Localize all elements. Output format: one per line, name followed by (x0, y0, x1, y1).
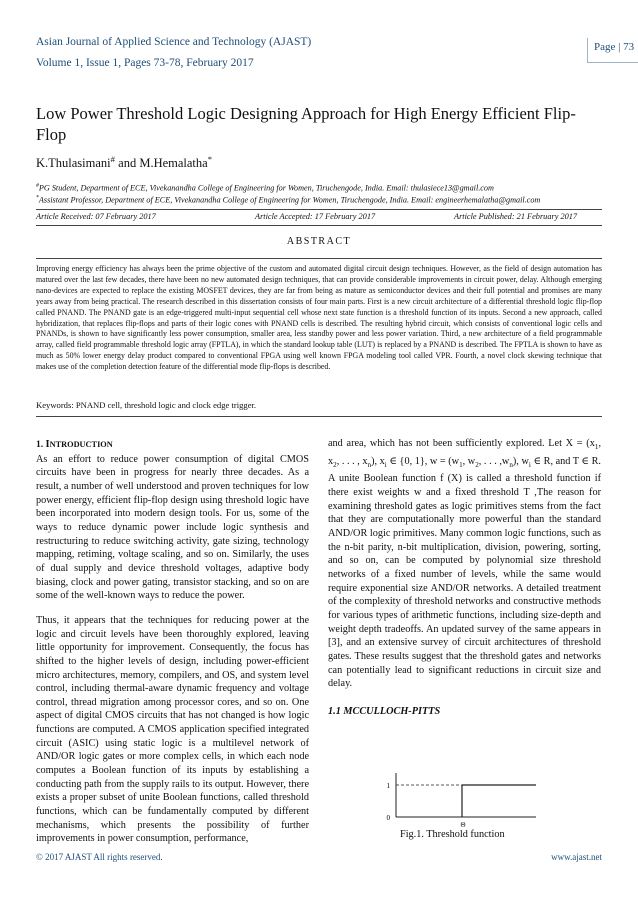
dates-top-rule (36, 209, 602, 210)
affiliation-2-mark: * (36, 195, 39, 201)
journal-name: Asian Journal of Applied Science and Technology (AJAST) (36, 36, 312, 48)
affiliation-1-mark: # (36, 183, 39, 189)
abstract-heading: ABSTRACT (286, 236, 352, 247)
author-2: M.Hemalatha (139, 156, 208, 171)
paragraph-3: and area, which has not been sufficiently explored. Let $X = (x_1$, $x_2$, . . . , $x_n$), $x_i$ ∈ {0, 1}, $w = (w_1$, $w_2$, . . . $,w_n$), $w_i$ ∈ R, and T ∈ R. A unite Boolean function f (X) is called a threshold function if there exist weights w and a fixed threshold T ,The reason for examining threshold gates as logic primitives stems from the fact that they are computationally more powerful than the standard AND/OR logic primitives. Many common logic functions, such as the n-bit parity, n-bit multiplication, division, powering, sorting, and so on, can be computed by polynomial size threshold networks of a fixed number of levels, while the same would require exponential size AND/OR networks. A detailed treatment of the complexity of threshold networks and constructive methods for various types of arithmetic functions, including size-depth and weight depth tradeoffs. An updated survey of the same appears in [3], and an extensive survey of circuit architectures of threshold gates. These results suggest that the threshold gates and networks can potentially lead to significant reductions in circuit size and delay. (328, 438, 601, 690)
author-1: K.Thulasimani (36, 156, 111, 171)
paragraph-1: As an effort to reduce power consumption of digital CMOS circuits have been in progress for nearly three decades. As a result, a number of well understood and proven techniques for low power energy, efficient flip-flop design using threshold logic have been incorporated into modern design tools. For us, some of the ways to reduce dynamic power include logic synthesis and restructuring to reduce switching activity, gate sizing, technology mapping, retiming, voltage scaling, and so on. Similarly, the uses of dual supply and device threshold voltages, adaptive body biasing, clock and power gating, transistor stacking, and so on are some of the well-known ways to reduce the power. (36, 453, 309, 602)
dates-bottom-rule (36, 225, 602, 226)
p3-part-c: ∈ {0, 1}, w = (w (386, 455, 460, 467)
section-initial: I (45, 439, 50, 450)
affiliation-1-text: PG Student, Department of ECE, Vivekanandha College of Engineering for Women, Tiruchengode, India. Email: thulasiece13@gmail.com (38, 183, 494, 193)
page-number-box (587, 38, 638, 63)
figure-caption: Fig.1. Threshold function (400, 829, 505, 840)
abstract-top-rule (36, 258, 602, 259)
footer-copyright: © 2017 AJAST All rights reserved. (36, 852, 163, 862)
authors (36, 154, 212, 171)
p3-part-e: ∈ R, and T ∈ R. A unite Boolean function f (X) is called a threshold function if there exist weights w and a fixed threshold T ,The reason for examining threshold gates as logic primitives stems from the fact that they are computationally more powerful than the standard AND/OR logic primitives. Many common logic functions, such as the n-bit parity, n-bit multiplication, division, powering, sorting, and so on, can be computed by polynomial size threshold networks of a fixed number of levels, while the same would require exponential size AND/OR networks. A detailed treatment of the complexity of threshold networks and constructive methods for various types of arithmetic functions, including size-depth and weight depth tradeoffs. An updated survey of the same appears in [3], and an extensive survey of circuit architectures of threshold gates. These results suggest that the threshold gates and networks can potentially lead to significant reductions in circuit size and delay. (328, 455, 601, 690)
date-received: Article Received: 07 February 2017 (36, 212, 156, 221)
author-2-mark: * (207, 154, 213, 164)
authors-and: and (115, 156, 140, 171)
page-number: Page | 73 (594, 41, 635, 53)
threshold-function-figure (376, 765, 556, 831)
keywords: Keywords: PNAND cell, threshold logic and clock edge trigger. (36, 400, 257, 410)
label-theta: Θ (460, 821, 466, 829)
p3-part-b: ), x (371, 455, 385, 467)
section-heading-introduction (36, 438, 309, 453)
abstract-bottom-rule (36, 416, 602, 417)
paper-title: Low Power Threshold Logic Designing Approach for High Energy Efficient Flip-Flop (36, 104, 576, 144)
label-one: 1 (386, 782, 390, 790)
affiliation-1 (36, 183, 626, 193)
abstract-text: Improving energy efficiency has always been the prime objective of the custom and automated digital circuit design techniques. However, as the field of design automation has matured over the last few decades, there have been no new automated design techniques, that can provide considerable improvements in circuit power, delay. Although emerging nano-devices are expected to replace the existing MOSFET devices, they are far from being as mature as semiconductor devices and their full potential and promises are many years away from being practical. The research described in this dissertation consists of four main parts. First is a new circuit architecture of a differential threshold logic flip-flop called PNAND. The PNAND gate is an edge-triggered multi-input sequential cell whose next state function is a threshold function of its inputs. Second a new approach, called hybridization, that replaces flip-flops and parts of their logic cones with PNAND cells is described. The resulting hybrid circuit, which consists of conventional logic cells and PNANDs, is shown to have significantly less power consumption, smaller area, less standby power and less power variation. Third, a new architecture of a field programmable array, called field programmable threshold logic array (FPTLA), in which the standard lookup table (LUT) is replaced by a PNAND is described. The FPTLA is shown to have as much as 50% lower energy delay product compared to conventional FPGA using well known FPGA modeling tool called VPR. Fourth, a novel clock skewing technique that makes use of the completion detection feature of the differential mode flip-flops is described. (36, 264, 602, 372)
affiliation-2 (36, 195, 626, 205)
author-1-mark: # (110, 154, 116, 164)
journal-volume: Volume 1, Issue 1, Pages 73-78, February 2017 (36, 57, 254, 69)
date-published: Article Published: 21 February 2017 (454, 212, 578, 221)
subsection-heading: 1.1 MCCULLOCH-PITTS (328, 705, 441, 717)
left-column (36, 438, 309, 857)
affiliation-2-text: Assistant Professor, Department of ECE, Vivekanandha College of Engineering for Women, Tiruchengode, India. Email: engineerhemalatha@gmail.com (38, 195, 541, 205)
p3-part-a: and area, which has not been sufficiently explored. Let X = (x (328, 438, 595, 449)
right-column (328, 437, 601, 719)
date-accepted: Article Accepted: 17 February 2017 (255, 212, 376, 221)
p3-part-d: ), w (512, 455, 529, 467)
paragraph-2: Thus, it appears that the techniques for reducing power at the logic and circuit levels have been thoroughly explored, leaving little opportunity for improvement. Consequently, the focus has shifted to the higher levels of design, including power-efficient micro architectures, memory, compilers, and OS, and system level control, including thermal-aware dynamic frequency and voltage control, thread migration among processor cores, and so on. One aspect of digital CMOS circuits that has not changed is how logic functions are computed. A CMOS application specified integrated circuit (ASIC) using static logic is a multilevel network of AND/OR logic gates or more complex cells, in which each node computes a Boolean function of its inputs by establishing a conducting path from the supply rails to its output. However, there exists a proper subset of unite Boolean functions, called threshold functions, which can be fundamentally computed by different mechanisms, which presents the possibility of further improvements in power consumption, performance, (36, 614, 309, 845)
section-title-rest: NTRODUCTION (49, 440, 113, 449)
label-zero: 0 (386, 814, 390, 822)
section-number: 1. (36, 440, 46, 450)
footer-website[interactable]: www.ajast.net (551, 852, 602, 862)
